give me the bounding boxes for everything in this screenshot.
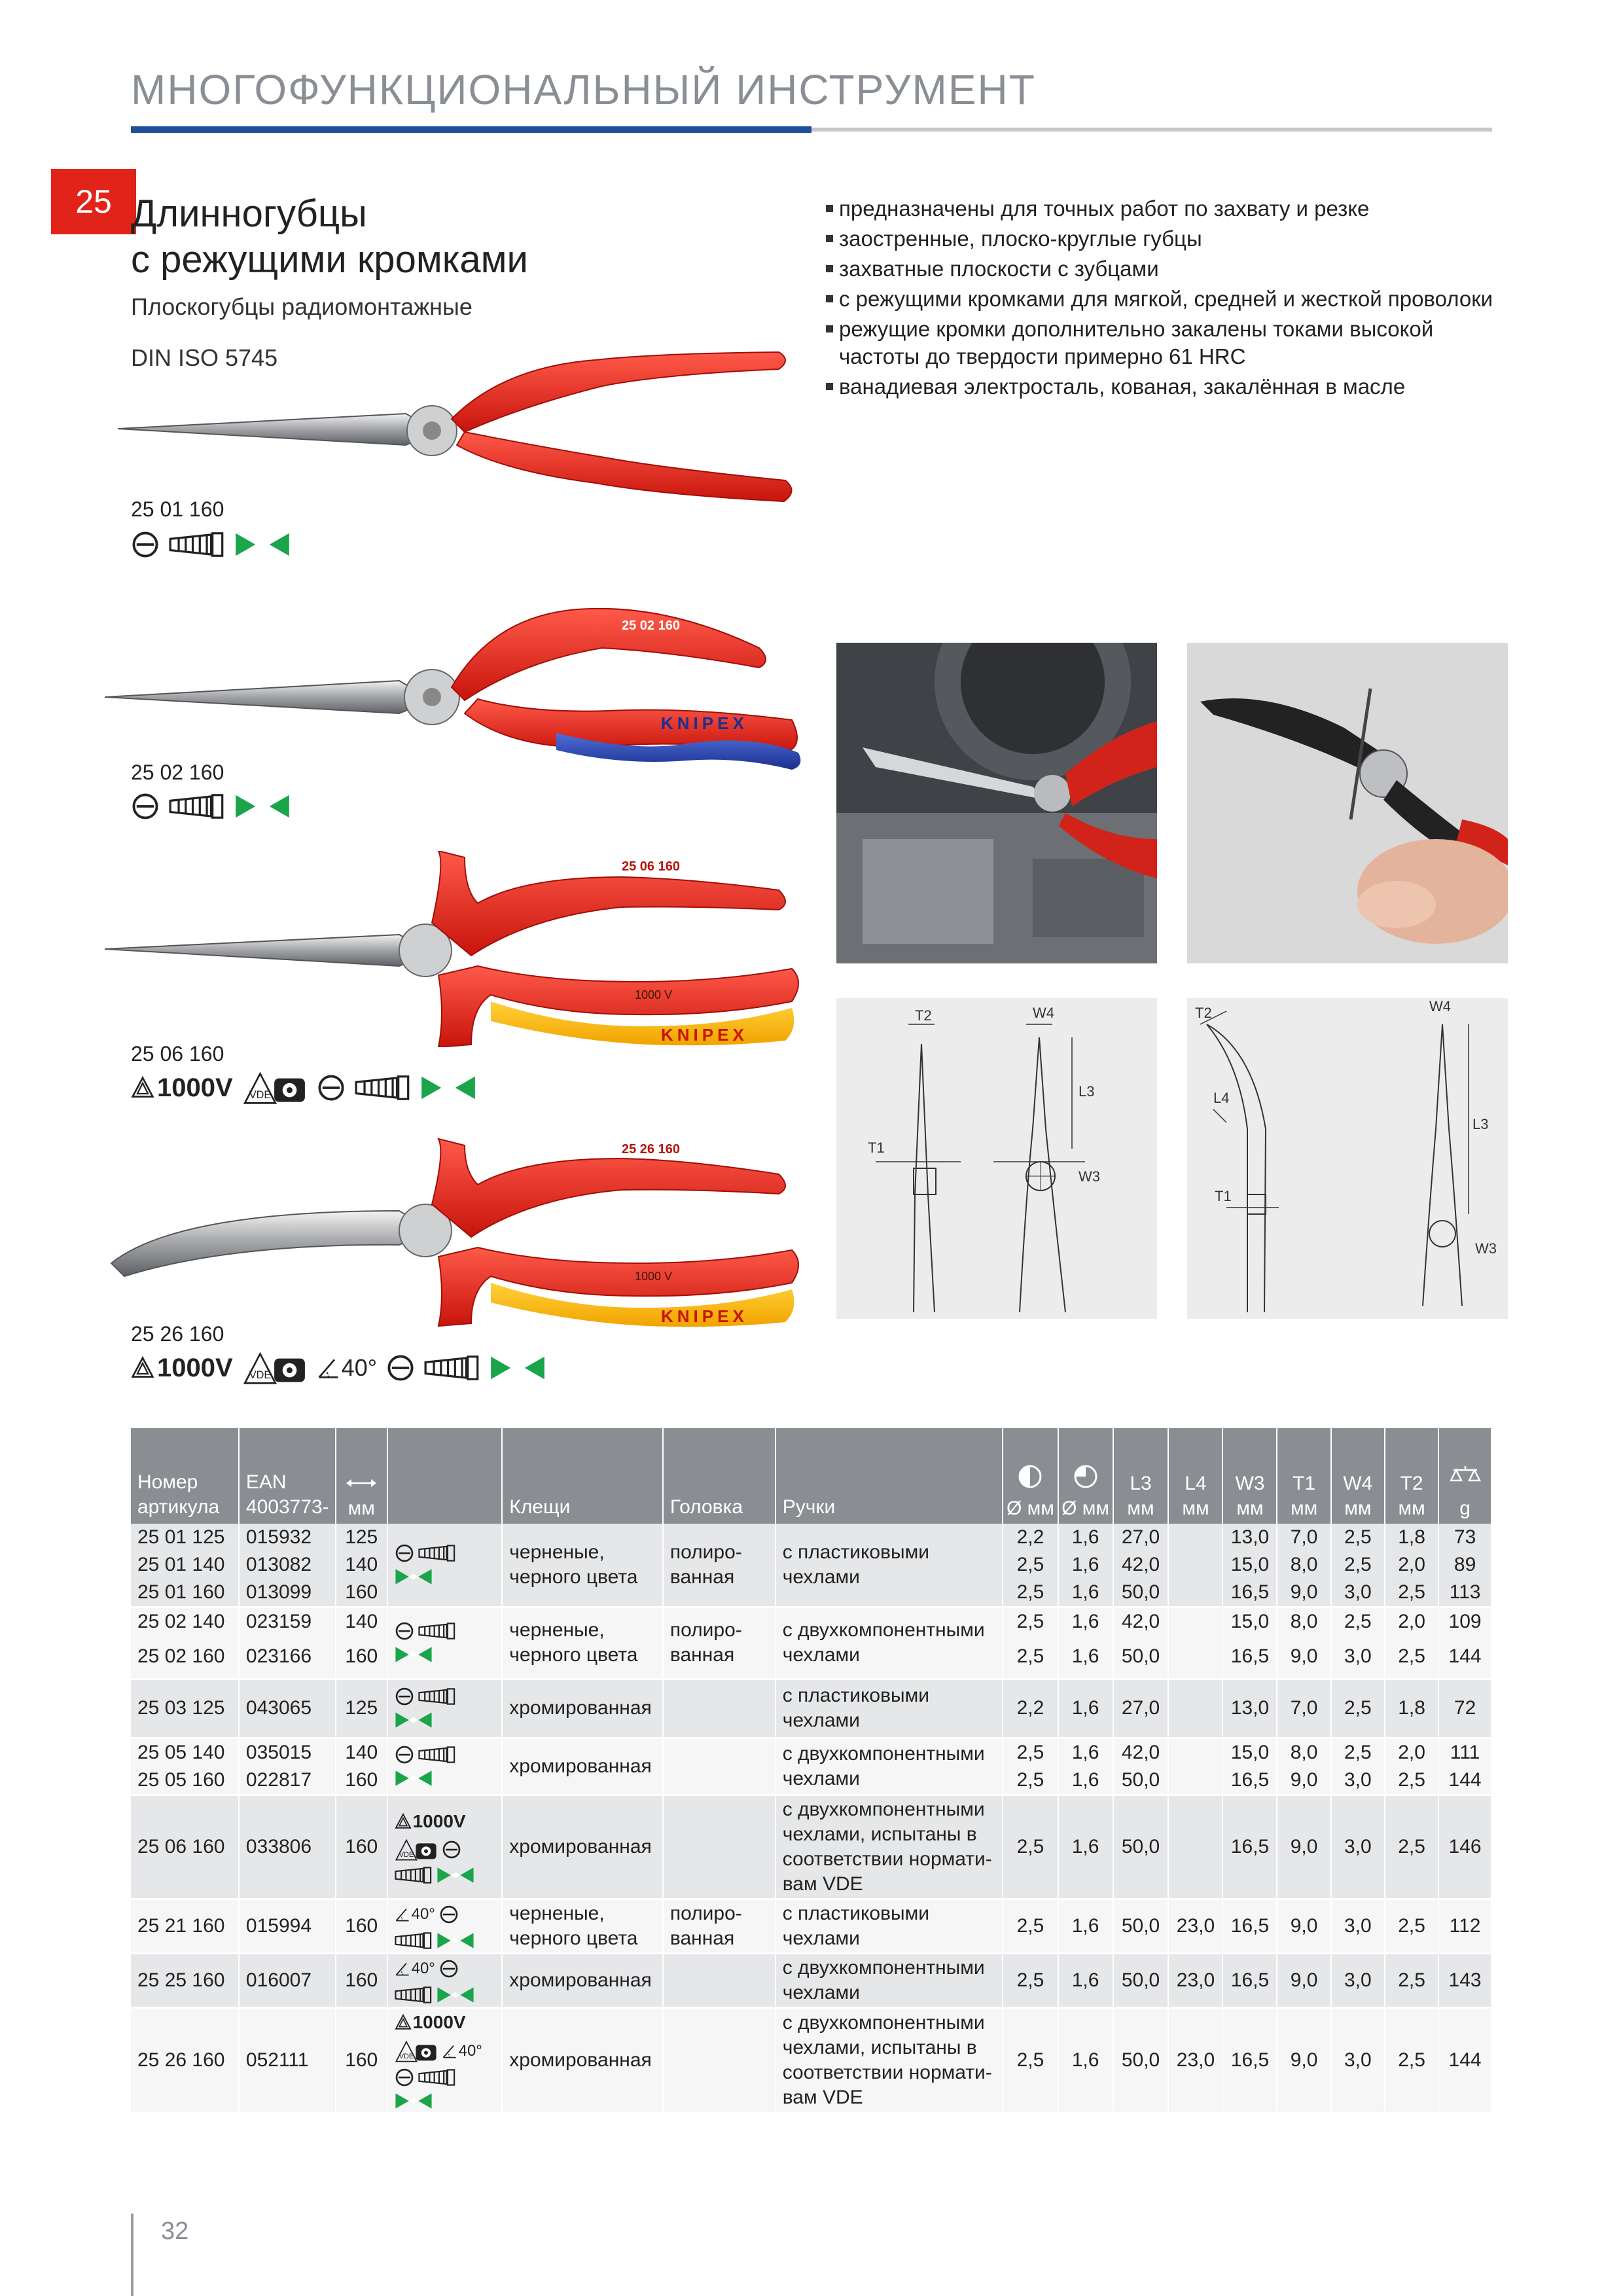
serrated-jaw-icon <box>418 1544 456 1562</box>
voltage-triangle-icon <box>131 1076 154 1100</box>
serrated-jaw-icon <box>418 1687 456 1706</box>
header-hard-wire: Ø мм <box>1058 1428 1113 1524</box>
dimension-drawing-bent <box>1187 998 1508 1319</box>
length-arrow-icon <box>345 1477 378 1490</box>
header-length: мм <box>336 1428 387 1524</box>
wire-hardness-icon <box>490 1354 546 1382</box>
dim-label-t2: T2 <box>1195 1005 1212 1021</box>
vde-marking: 1000 V <box>635 988 673 1001</box>
plier-image <box>98 340 818 511</box>
header-l3: L3 мм <box>1113 1428 1169 1524</box>
angle-value: 40° <box>341 1354 378 1381</box>
header-w4: W4 мм <box>1331 1428 1385 1524</box>
dim-label-w4: W4 <box>1033 1005 1054 1021</box>
table-row: 25 26 160 052111 160 1000V 40° хромированная с двухкомпонентными чехлами, испытаны в соответствии нормати- вам VDE 2,5 1,6 50,0 23,0 16,5 9,0 3,0 2,5 144 <box>131 2007 1491 2112</box>
scale-icon <box>1450 1463 1481 1490</box>
angle-icon <box>395 1907 410 1922</box>
wire-hardness-icon <box>437 1931 474 1950</box>
dim-label-l3: L3 <box>1079 1083 1095 1100</box>
header-article: Номер артикула <box>131 1428 239 1524</box>
table-row: 25 06 160 033806 160 1000V хромированная с двухкомпонентными чехлами, испытаны в соответствии нормати- вам VDE 2,5 1,6 50,0 16,5 9,0 3,0 2,5 146 <box>131 1795 1491 1899</box>
serrated-jaw-icon <box>424 1355 480 1381</box>
row-icons <box>387 1953 503 2007</box>
feature-item: предназначены для точных работ по захвату и резке <box>826 195 1507 223</box>
jaw-angle <box>317 1354 377 1382</box>
serrated-jaw-icon <box>418 1746 456 1764</box>
product-25-06-160 <box>98 851 818 1113</box>
brand-logo: KNIPEX <box>661 1025 748 1045</box>
row-icons <box>387 1899 503 1953</box>
cutting-edge-icon <box>439 1959 459 1979</box>
wire-hardness-icon <box>395 2091 433 2111</box>
table-row: 25 02 160 023166 160 2,5 1,6 50,0 16,5 9,0 3,0 2,5 144 <box>131 1636 1491 1679</box>
header-rule-accent <box>131 126 812 133</box>
voltage-rating: 1000V <box>395 2010 466 2035</box>
cutting-edge-icon <box>131 530 160 559</box>
footer-rule <box>131 2214 134 2296</box>
table-row: 25 05 140 035015 140 хромированная с двухкомпонентными чехлами 2,5 1,6 42,0 15,0 8,0 2,5 2,0 111 <box>131 1738 1491 1767</box>
plier-image <box>98 851 818 1047</box>
product-subtitle: Плоскогубцы радиомонтажные <box>131 293 473 320</box>
feature-item: с режущими кромками для мягкой, средней и жесткой проволоки <box>826 285 1507 313</box>
row-icons <box>387 1795 503 1899</box>
row-icons <box>387 1738 503 1795</box>
feature-item: режущие кромки дополнительно закалены токами высокой частоты до твердости примерно 61 HRC <box>826 315 1507 370</box>
brand-logo: KNIPEX <box>661 1306 748 1326</box>
jaw-angle: 40° <box>395 1902 435 1927</box>
voltage-rating <box>131 1073 233 1103</box>
wire-photo-image <box>1187 643 1508 963</box>
header-pliers: Клещи <box>502 1428 663 1524</box>
half-circle-icon <box>1017 1463 1043 1490</box>
cutting-edge-icon <box>439 1905 459 1924</box>
serrated-jaw-icon <box>418 2068 456 2087</box>
application-photo-engine <box>836 643 1157 963</box>
cutting-edge-icon <box>317 1073 346 1102</box>
section-tab: 25 <box>51 169 136 234</box>
cutting-edge-icon <box>395 1745 414 1765</box>
jaw-angle: 40° <box>442 2039 482 2064</box>
table-row: 25 01 140 013082 140 2,5 1,6 42,0 15,0 8,0 2,5 2,0 89 <box>131 1551 1491 1579</box>
angle-icon <box>442 2043 457 2059</box>
voltage-value: 1000V <box>157 1353 233 1382</box>
vde-certified-icon <box>395 2039 438 2063</box>
wire-hardness-icon <box>234 530 291 559</box>
feature-list <box>826 195 1507 403</box>
product-25-01-160 <box>98 340 818 576</box>
serrated-jaw-icon <box>169 793 225 819</box>
product-icons <box>131 1348 546 1388</box>
voltage-triangle-icon <box>395 2014 412 2031</box>
wire-hardness-icon <box>395 1567 433 1587</box>
product-25-26-160 <box>98 1132 818 1394</box>
header-t2: T2 мм <box>1385 1428 1438 1524</box>
table-header-row <box>131 1428 1491 1524</box>
header-ean: EAN 4003773- <box>239 1428 336 1524</box>
engine-photo-image <box>836 643 1157 963</box>
angle-icon <box>395 1961 410 1977</box>
product-title-line-1: Длинногубцы <box>131 192 367 235</box>
dim-label-l3: L3 <box>1472 1116 1489 1132</box>
dim-label-t2: T2 <box>915 1007 932 1024</box>
wire-hardness-icon <box>395 1645 433 1664</box>
dimension-drawing-straight <box>836 998 1157 1319</box>
dim-label-t1: T1 <box>868 1139 885 1156</box>
dim-label-w3: W3 <box>1475 1240 1497 1257</box>
handle-marking: 25 26 160 <box>622 1142 680 1157</box>
product-icons <box>131 525 291 564</box>
vde-certified-icon <box>395 1838 438 1861</box>
row-icons <box>387 1607 503 1679</box>
bent-jaw-drawing <box>1187 998 1508 1319</box>
voltage-triangle-icon <box>395 1813 412 1830</box>
product-icons <box>131 787 291 826</box>
voltage-rating: 1000V <box>395 1809 466 1834</box>
wire-hardness-icon <box>437 1985 474 2005</box>
product-icons <box>131 1068 476 1107</box>
plier-image <box>98 589 818 785</box>
table-row: 25 21 160 015994 160 40° черненые, черного цвета полиро- ванная с пластиковыми чехлами 2,5 1,6 50,0 23,0 16,5 9,0 3,0 2,5 112 <box>131 1899 1491 1953</box>
table-row: 25 02 140 023159 140 черненые, черного цвета полиро- ванная с двухкомпонентными чехлами 2,5 1,6 42,0 15,0 8,0 2,5 2,0 109 <box>131 1607 1491 1636</box>
feature-item: ванадиевая электросталь, кованая, закалённая в масле <box>826 373 1507 401</box>
header-head: Головка <box>663 1428 776 1524</box>
wire-hardness-icon <box>234 792 291 821</box>
header-t1: T1 мм <box>1277 1428 1330 1524</box>
vde-certified-icon <box>242 1070 308 1105</box>
table-row: 25 01 160 013099 160 2,5 1,6 50,0 16,5 9,0 3,0 2,5 113 <box>131 1579 1491 1607</box>
vde-marking: 1000 V <box>635 1270 673 1283</box>
plier-image <box>98 1132 818 1329</box>
feature-item: заостренные, плоско-круглые губцы <box>826 225 1507 253</box>
quarter-circle-icon <box>1073 1463 1099 1490</box>
cutting-edge-icon <box>395 1621 414 1641</box>
header-icons <box>387 1428 503 1524</box>
cutting-edge-icon <box>395 1687 414 1706</box>
table-row: 25 25 160 016007 160 40° хромированная с двухкомпонентными чехлами 2,5 1,6 50,0 23,0 16,5 9,0 3,0 2,5 143 <box>131 1953 1491 2007</box>
header-weight: g <box>1438 1428 1491 1524</box>
header-soft-wire: Ø мм <box>1003 1428 1058 1524</box>
serrated-jaw-icon <box>395 1866 433 1884</box>
page-number: 32 <box>161 2217 189 2245</box>
serrated-jaw-icon <box>395 1986 433 2004</box>
serrated-jaw-icon <box>418 1622 456 1640</box>
product-title <box>131 191 528 283</box>
article-code: 25 02 160 <box>131 761 224 784</box>
row-icons <box>387 1524 503 1607</box>
handle-marking: 25 06 160 <box>622 859 680 874</box>
voltage-triangle-icon <box>131 1356 154 1380</box>
dim-label-t1: T1 <box>1215 1188 1232 1204</box>
row-icons <box>387 1679 503 1738</box>
jaw-angle: 40° <box>395 1956 435 1981</box>
wire-hardness-icon <box>395 1710 433 1730</box>
handle-marking: 25 02 160 <box>622 619 680 633</box>
product-25-02-160 <box>98 589 818 838</box>
page-header-title: МНОГОФУНКЦИОНАЛЬНЫЙ ИНСТРУМЕНТ <box>131 66 1036 113</box>
dim-label-l4: L4 <box>1213 1090 1230 1106</box>
row-icons <box>387 2007 503 2112</box>
application-photo-wire <box>1187 643 1508 963</box>
table-row: 25 01 125 015932 125 черненые, черного цвета полиро- ванная с пластиковыми чехлами 2,2 1,6 27,0 13,0 7,0 2,5 1,8 73 <box>131 1524 1491 1551</box>
angle-icon <box>317 1356 340 1380</box>
header-handles: Ручки <box>776 1428 1003 1524</box>
feature-item: захватные плоскости с зубцами <box>826 255 1507 283</box>
product-title-line-2: с режущими кромками <box>131 238 528 281</box>
dim-label-w3: W3 <box>1079 1168 1100 1185</box>
serrated-jaw-icon <box>395 1931 433 1950</box>
vde-certified-icon <box>242 1350 308 1386</box>
table-row: 25 05 160 022817 160 2,5 1,6 50,0 16,5 9,0 3,0 2,5 144 <box>131 1767 1491 1795</box>
cutting-edge-icon <box>395 2068 414 2087</box>
header-l4: L4 мм <box>1168 1428 1222 1524</box>
header-rule <box>812 128 1492 132</box>
wire-hardness-icon <box>395 1768 433 1788</box>
product-standard: DIN ISO 5745 <box>131 344 278 371</box>
cutting-edge-icon <box>442 1840 461 1859</box>
cutting-edge-icon <box>386 1354 415 1382</box>
voltage-rating <box>131 1354 233 1383</box>
header-w3: W3 мм <box>1222 1428 1277 1524</box>
spec-table <box>131 1428 1492 2112</box>
straight-jaw-drawing <box>836 998 1157 1319</box>
serrated-jaw-icon <box>355 1075 411 1101</box>
cutting-edge-icon <box>395 1543 414 1563</box>
dim-label-w4: W4 <box>1429 998 1451 1014</box>
wire-hardness-icon <box>420 1073 476 1102</box>
wire-hardness-icon <box>437 1865 474 1885</box>
article-code: 25 26 160 <box>131 1322 224 1346</box>
brand-logo: KNIPEX <box>661 713 748 733</box>
article-code: 25 06 160 <box>131 1042 224 1066</box>
cutting-edge-icon <box>131 792 160 821</box>
article-code: 25 01 160 <box>131 497 224 521</box>
voltage-value: 1000V <box>157 1073 233 1102</box>
table-row: 25 03 125 043065 125 хромированная с пластиковыми чехлами 2,2 1,6 27,0 13,0 7,0 2,5 1,8 72 <box>131 1679 1491 1738</box>
serrated-jaw-icon <box>169 531 225 558</box>
